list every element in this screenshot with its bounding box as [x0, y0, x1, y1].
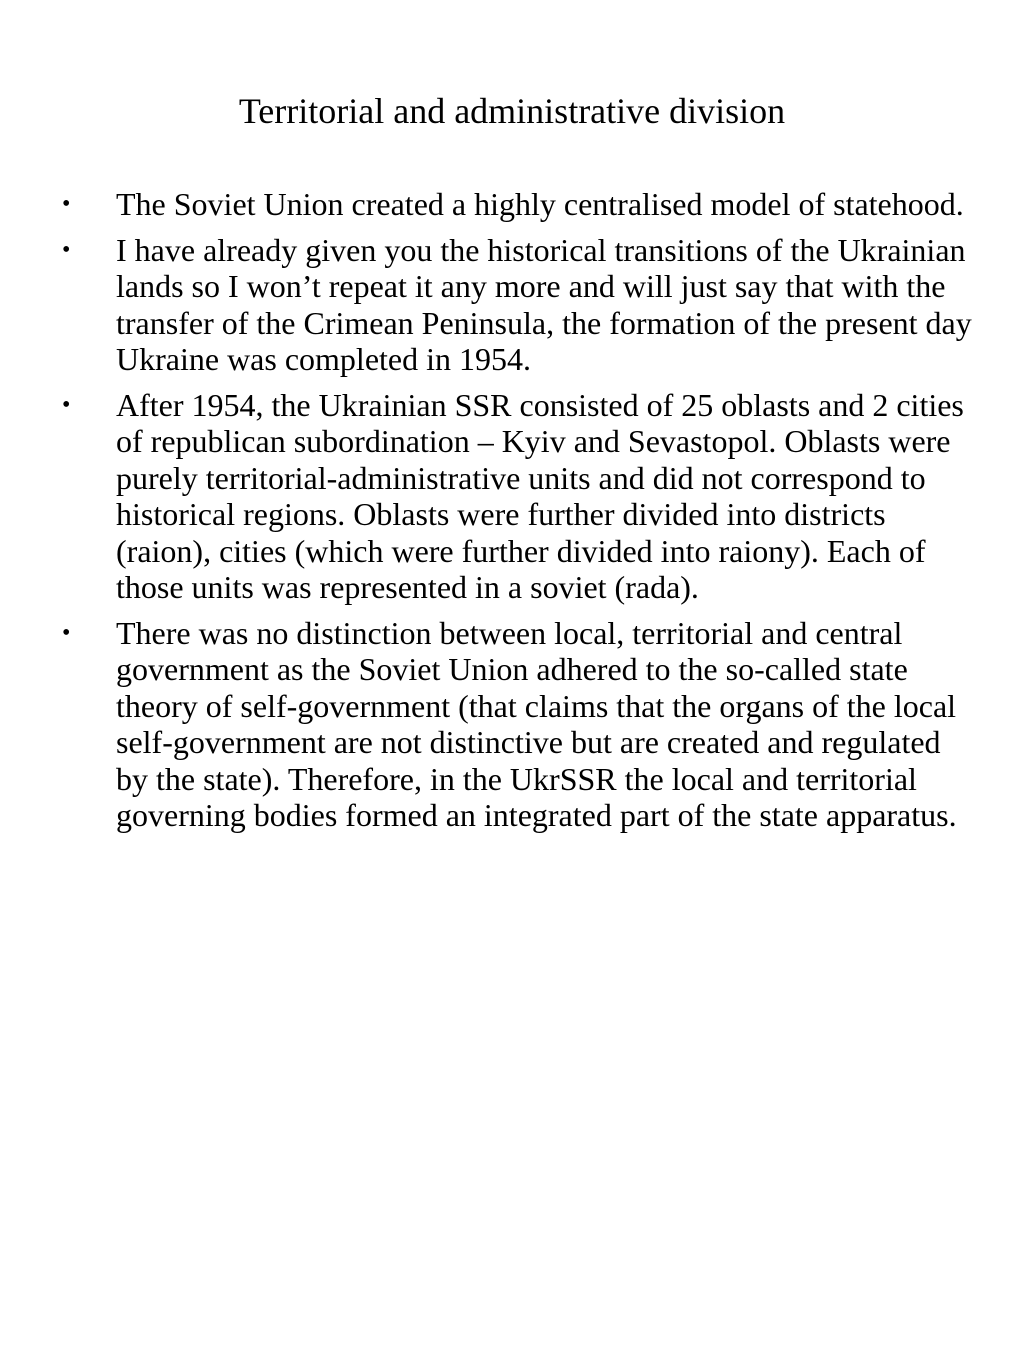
bullet-item	[62, 387, 972, 606]
bullet-item	[62, 186, 972, 223]
bullet-text: There was no distinction between local, territorial and central government as the Soviet Union adhered to the so-called state theory of self-government (that claims that the organs of the local self-government are not distinctive but are created and regulated by the state). Therefore, in the UkrSSR the local and territorial governing bodies formed an integrated part of the state apparatus.	[116, 614, 957, 833]
bullet-icon: •	[62, 191, 71, 217]
bullet-icon: •	[62, 391, 71, 418]
bullet-text: After 1954, the Ukrainian SSR consisted of 25 oblasts and 2 cities of republican subordination – Kyiv and Sevastopol. Oblasts were purely territorial-administrative units and did not correspond to historical regions. Oblasts were further divided into districts (raion), cities (which were further divided into raiony). Each of those units was represented in a soviet (rada).	[116, 386, 964, 605]
bullet-icon: •	[62, 236, 71, 263]
bullet-icon: •	[62, 619, 71, 646]
bullet-item	[62, 615, 972, 834]
bullet-text: I have already given you the historical transitions of the Ukrainian lands so I won’t repeat it any more and will just say that with the transfer of the Crimean Peninsula, the formation of the present day Ukraine was completed in 1954.	[116, 231, 972, 377]
bullet-list	[62, 186, 972, 843]
bullet-item	[62, 232, 972, 378]
bullet-text: The Soviet Union created a highly centralised model of statehood.	[116, 186, 964, 222]
slide-title: Territorial and administrative division	[238, 91, 786, 131]
